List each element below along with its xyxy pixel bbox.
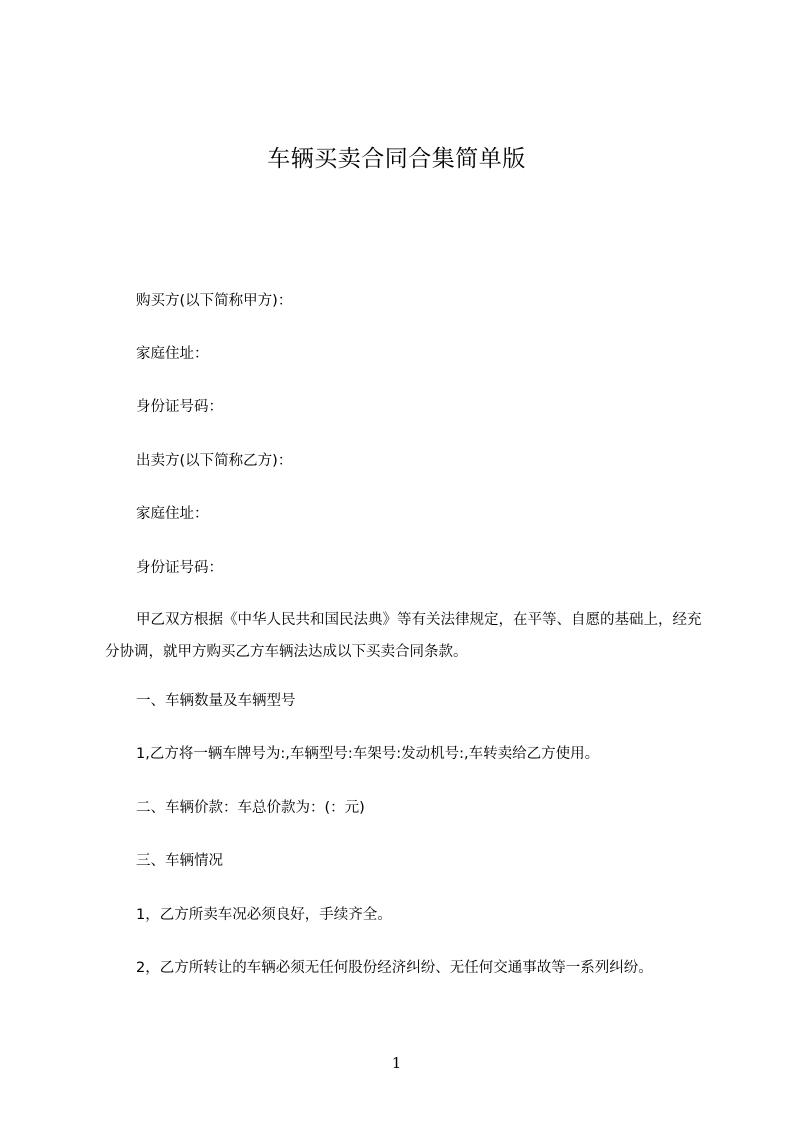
section-heading-vehicle: 一、车辆数量及车辆型号 [136, 693, 296, 709]
document-title: 车辆买卖合同合集简单版 [267, 146, 526, 172]
page-number: 1 [391, 1054, 402, 1072]
seller-id-label: 身份证号码： [136, 560, 223, 576]
preamble-paragraph: 甲乙双方根据《中华人民共和国民法典》等有关法律规定，在平等、自愿的基础上，经充分协调，就甲方购买乙方车辆法达成以下买卖合同条款。 [105, 612, 702, 660]
clause-vehicle-details: 1,乙方将一辆车牌号为:,车辆型号:车架号:发动机号:,车转卖给乙方使用。 [136, 746, 600, 762]
clause-condition-2: 2，乙方所转让的车辆必须无任何股份经济纠纷、无任何交通事故等一系列纠纷。 [136, 960, 653, 976]
seller-address-label: 家庭住址： [136, 506, 209, 522]
buyer-id-label: 身份证号码： [136, 399, 223, 415]
seller-label: 出卖方(以下简称乙方)： [136, 453, 293, 469]
buyer-address-label: 家庭住址： [136, 346, 209, 362]
section-heading-price: 二、车辆价款：车总价款为：(：元) [136, 800, 365, 816]
buyer-label: 购买方(以下简称甲方)： [136, 293, 293, 309]
clause-condition-1: 1，乙方所卖车况必须良好，手续齐全。 [136, 907, 392, 923]
section-heading-condition: 三、车辆情况 [136, 853, 223, 869]
